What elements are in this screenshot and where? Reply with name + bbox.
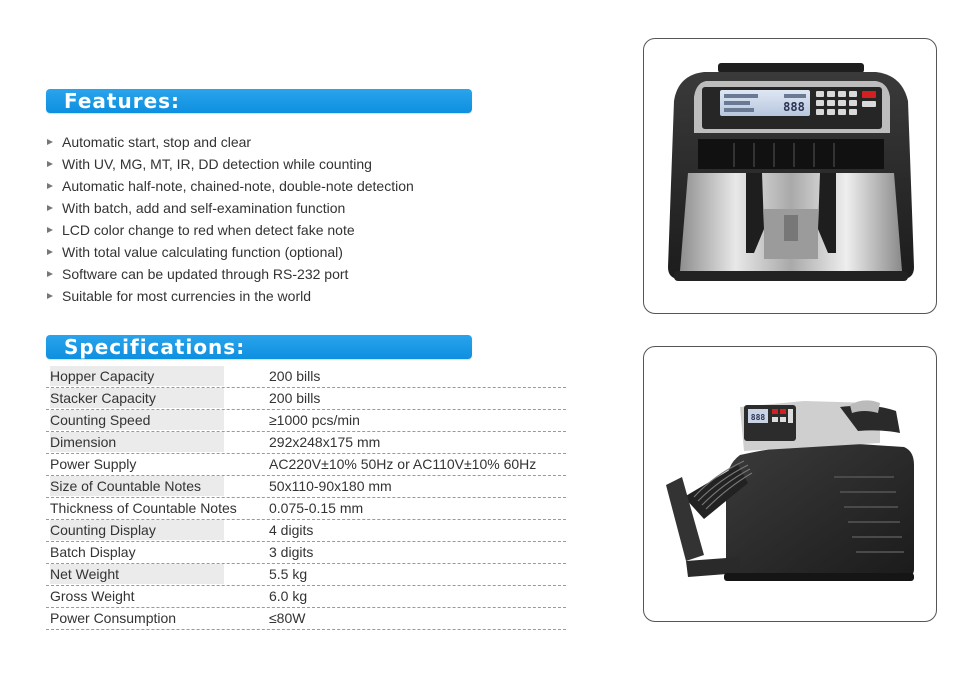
feature-item xyxy=(46,263,476,285)
money-counter-front-illustration xyxy=(644,39,936,313)
specifications-heading: Specifications: xyxy=(64,335,246,359)
spec-label: Thickness of Countable Notes xyxy=(50,500,237,516)
product-photo-side xyxy=(643,346,937,622)
spec-label: Power Supply xyxy=(50,456,137,472)
bullet-arrow-icon xyxy=(47,139,53,145)
feature-text: With total value calculating function (optional) xyxy=(62,244,343,260)
spec-row xyxy=(46,366,566,388)
feature-item xyxy=(46,197,476,219)
feature-text: With batch, add and self-examination function xyxy=(62,200,346,216)
spec-value: 50x110-90x180 mm xyxy=(269,478,392,494)
feature-item xyxy=(46,175,476,197)
spec-value: 6.0 kg xyxy=(269,588,308,604)
spec-label: Size of Countable Notes xyxy=(50,476,224,496)
bullet-arrow-icon xyxy=(47,161,53,167)
spec-row xyxy=(46,608,566,630)
spec-label: Net Weight xyxy=(50,564,224,584)
spec-label: Batch Display xyxy=(50,544,136,560)
spec-label: Power Consumption xyxy=(50,610,177,626)
bullet-arrow-icon xyxy=(47,183,53,189)
features-heading: Features: xyxy=(64,89,181,113)
spec-label: Hopper Capacity xyxy=(50,366,224,386)
spec-value: 200 bills xyxy=(269,368,321,384)
spec-label: Dimension xyxy=(50,432,224,452)
spec-value: ≤80W xyxy=(269,610,306,626)
bullet-arrow-icon xyxy=(47,249,53,255)
spec-row xyxy=(46,520,566,542)
spec-row xyxy=(46,498,566,520)
bullet-arrow-icon xyxy=(47,271,53,277)
spec-row xyxy=(46,542,566,564)
specifications-table xyxy=(46,366,566,630)
spec-row xyxy=(46,586,566,608)
spec-row xyxy=(46,410,566,432)
spec-value: 5.5 kg xyxy=(269,566,308,582)
feature-item xyxy=(46,131,476,153)
spec-value: 0.075-0.15 mm xyxy=(269,500,364,516)
bullet-arrow-icon xyxy=(47,293,53,299)
features-heading-banner xyxy=(46,89,472,113)
product-photo-front xyxy=(643,38,937,314)
feature-text: Suitable for most currencies in the world xyxy=(62,288,311,304)
feature-text: Software can be updated through RS-232 port xyxy=(62,266,349,282)
lcd-digits: 888 xyxy=(750,413,766,422)
feature-text: With UV, MG, MT, IR, DD detection while counting xyxy=(62,156,372,172)
spec-row xyxy=(46,388,566,410)
spec-row xyxy=(46,454,566,476)
spec-label: Counting Display xyxy=(50,520,224,540)
bullet-arrow-icon xyxy=(47,227,53,233)
feature-text: Automatic start, stop and clear xyxy=(62,134,252,150)
spec-value: 3 digits xyxy=(269,544,314,560)
spec-value: 292x248x175 mm xyxy=(269,434,381,450)
feature-item xyxy=(46,219,476,241)
spec-value: AC220V±10% 50Hz or AC110V±10% 60Hz xyxy=(269,456,537,472)
spec-label: Gross Weight xyxy=(50,588,135,604)
spec-row xyxy=(46,564,566,586)
feature-text: Automatic half-note, chained-note, double-note detection xyxy=(62,178,414,194)
bullet-arrow-icon xyxy=(47,205,53,211)
spec-label: Stacker Capacity xyxy=(50,388,224,408)
feature-item xyxy=(46,153,476,175)
spec-value: 200 bills xyxy=(269,390,321,406)
lcd-digits: 888 xyxy=(783,100,805,114)
spec-value: 4 digits xyxy=(269,522,314,538)
red-key xyxy=(862,91,876,98)
features-list xyxy=(46,131,476,307)
money-counter-side-illustration xyxy=(644,347,936,621)
spec-value: ≥1000 pcs/min xyxy=(269,412,360,428)
feature-text: LCD color change to red when detect fake note xyxy=(62,222,355,238)
spec-row xyxy=(46,476,566,498)
feature-item xyxy=(46,241,476,263)
specifications-heading-banner xyxy=(46,335,472,359)
spec-label: Counting Speed xyxy=(50,410,224,430)
feature-item xyxy=(46,285,476,307)
spec-row xyxy=(46,432,566,454)
